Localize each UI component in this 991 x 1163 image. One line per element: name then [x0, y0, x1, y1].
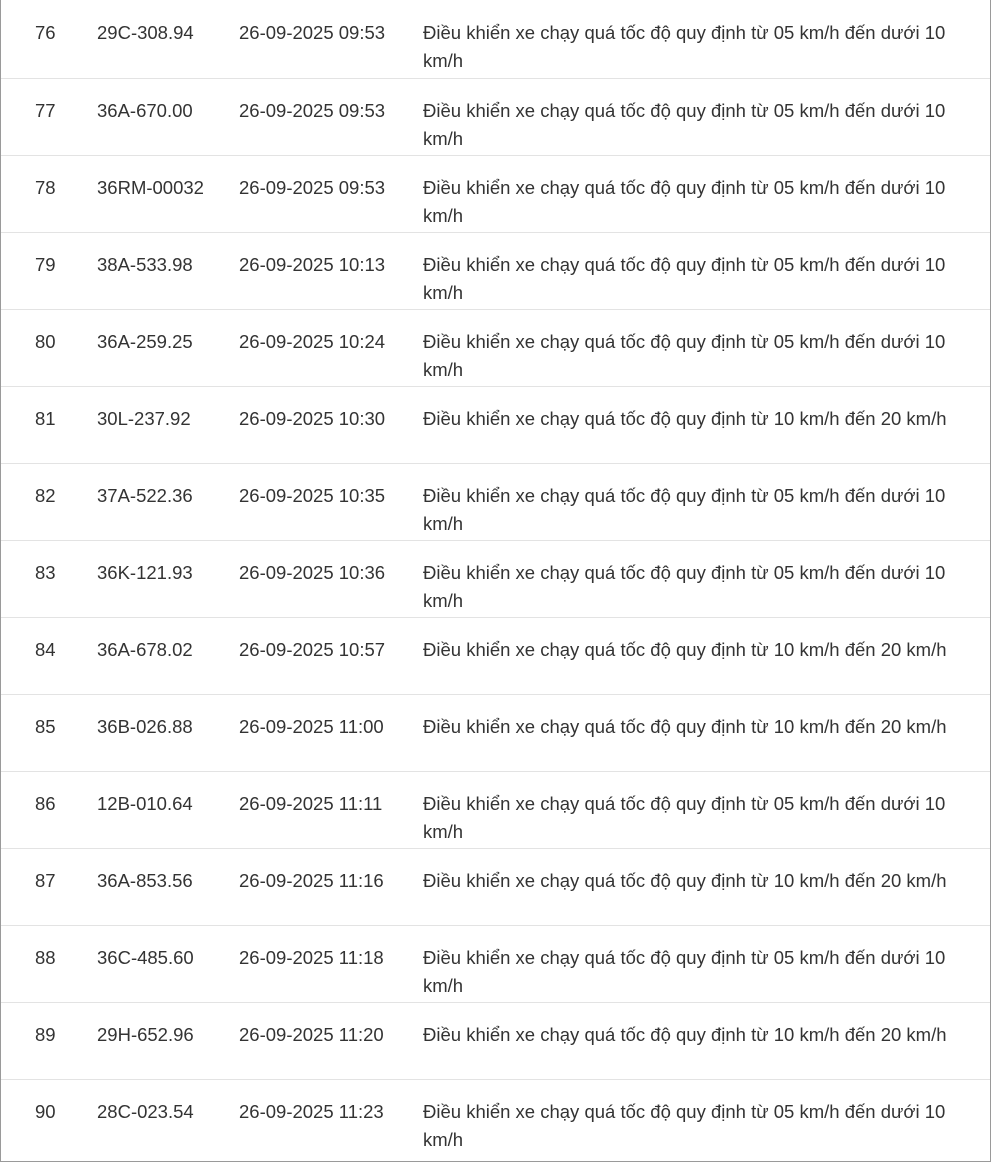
- row-number: 85: [35, 715, 56, 737]
- violation-description: Điều khiển xe chạy quá tốc độ quy định từ 05 km/h đến dưới 10 km/h: [423, 792, 946, 842]
- row-number: 77: [35, 99, 56, 121]
- violation-description: Điều khiển xe chạy quá tốc độ quy định từ 05 km/h đến dưới 10 km/h: [423, 99, 946, 149]
- license-plate: 36A-678.02: [97, 638, 193, 660]
- row-number: 76: [35, 22, 56, 43]
- table-row: [1, 694, 990, 771]
- violation-time: 26-09-2025 11:23: [239, 1100, 384, 1122]
- table-row: [1, 540, 990, 617]
- row-number: 80: [35, 330, 56, 352]
- violation-time: 26-09-2025 11:18: [239, 946, 384, 968]
- table-row: [1, 463, 990, 540]
- license-plate: 37A-522.36: [97, 484, 193, 506]
- table-row: [1, 78, 990, 155]
- violation-time: 26-09-2025 09:53: [239, 176, 386, 198]
- row-number: 81: [35, 407, 56, 429]
- table-row: [1, 617, 990, 694]
- violation-time: 26-09-2025 10:57: [239, 638, 386, 660]
- violation-description: Điều khiển xe chạy quá tốc độ quy định từ 05 km/h đến dưới 10 km/h: [423, 330, 946, 380]
- violation-time: 26-09-2025 10:30: [239, 407, 386, 429]
- row-number: 86: [35, 792, 56, 814]
- table-row: [1, 771, 990, 848]
- violation-time: 26-09-2025 10:13: [239, 253, 386, 275]
- license-plate: 36A-670.00: [97, 99, 193, 121]
- violation-description: Điều khiển xe chạy quá tốc độ quy định từ 05 km/h đến dưới 10 km/h: [423, 561, 946, 611]
- violation-time: 26-09-2025 11:11: [239, 792, 383, 814]
- violation-time: 26-09-2025 10:36: [239, 561, 386, 583]
- violation-description: Điều khiển xe chạy quá tốc độ quy định từ 05 km/h đến dưới 10 km/h: [423, 176, 946, 226]
- license-plate: 36B-026.88: [97, 715, 193, 737]
- table-row: [1, 925, 990, 1002]
- row-number: 89: [35, 1023, 56, 1045]
- table-row: [1, 1002, 990, 1079]
- row-number: 78: [35, 176, 56, 198]
- violation-time: 26-09-2025 10:24: [239, 330, 386, 352]
- violation-description: Điều khiển xe chạy quá tốc độ quy định từ 10 km/h đến 20 km/h: [423, 715, 947, 737]
- row-number: 83: [35, 561, 56, 583]
- row-number: 79: [35, 253, 56, 275]
- violation-time: 26-09-2025 11:00: [239, 715, 384, 737]
- license-plate: 29H-652.96: [97, 1023, 194, 1045]
- table-row: [1, 1, 990, 78]
- table-row: [1, 386, 990, 463]
- violation-description: Điều khiển xe chạy quá tốc độ quy định từ 10 km/h đến 20 km/h: [423, 407, 947, 429]
- violation-description: Điều khiển xe chạy quá tốc độ quy định từ 10 km/h đến 20 km/h: [423, 638, 947, 660]
- table-row: [1, 155, 990, 232]
- license-plate: 36RM-00032: [97, 176, 204, 198]
- row-number: 87: [35, 869, 56, 891]
- violation-time: 26-09-2025 11:20: [239, 1023, 384, 1045]
- license-plate: 29C-308.94: [97, 22, 194, 43]
- table-row: [1, 848, 990, 925]
- violation-description: Điều khiển xe chạy quá tốc độ quy định từ 05 km/h đến dưới 10 km/h: [423, 1100, 946, 1150]
- violation-description: Điều khiển xe chạy quá tốc độ quy định từ 05 km/h đến dưới 10 km/h: [423, 946, 946, 996]
- license-plate: 36A-259.25: [97, 330, 193, 352]
- license-plate: 36C-485.60: [97, 946, 194, 968]
- violation-time: 26-09-2025 11:16: [239, 869, 384, 891]
- table-row: [1, 309, 990, 386]
- violation-time: 26-09-2025 09:53: [239, 99, 386, 121]
- table-row: [1, 1079, 990, 1156]
- violation-description: Điều khiển xe chạy quá tốc độ quy định từ 10 km/h đến 20 km/h: [423, 869, 947, 891]
- violations-table-body: [1, 1, 990, 1156]
- row-number: 82: [35, 484, 56, 506]
- violation-description: Điều khiển xe chạy quá tốc độ quy định từ 05 km/h đến dưới 10 km/h: [423, 484, 946, 534]
- row-number: 88: [35, 946, 56, 968]
- license-plate: 12B-010.64: [97, 792, 193, 814]
- license-plate: 36K-121.93: [97, 561, 193, 583]
- violation-time: 26-09-2025 10:35: [239, 484, 386, 506]
- row-number: 84: [35, 638, 56, 660]
- violation-description: Điều khiển xe chạy quá tốc độ quy định từ 05 km/h đến dưới 10 km/h: [423, 22, 946, 71]
- table-row: [1, 232, 990, 309]
- license-plate: 28C-023.54: [97, 1100, 194, 1122]
- license-plate: 36A-853.56: [97, 869, 193, 891]
- license-plate: 30L-237.92: [97, 407, 191, 429]
- violation-description: Điều khiển xe chạy quá tốc độ quy định từ 10 km/h đến 20 km/h: [423, 1023, 947, 1045]
- violation-time: 26-09-2025 09:53: [239, 22, 386, 43]
- row-number: 90: [35, 1100, 56, 1122]
- violations-table: [1, 1, 990, 1156]
- license-plate: 38A-533.98: [97, 253, 193, 275]
- violation-description: Điều khiển xe chạy quá tốc độ quy định từ 05 km/h đến dưới 10 km/h: [423, 253, 946, 303]
